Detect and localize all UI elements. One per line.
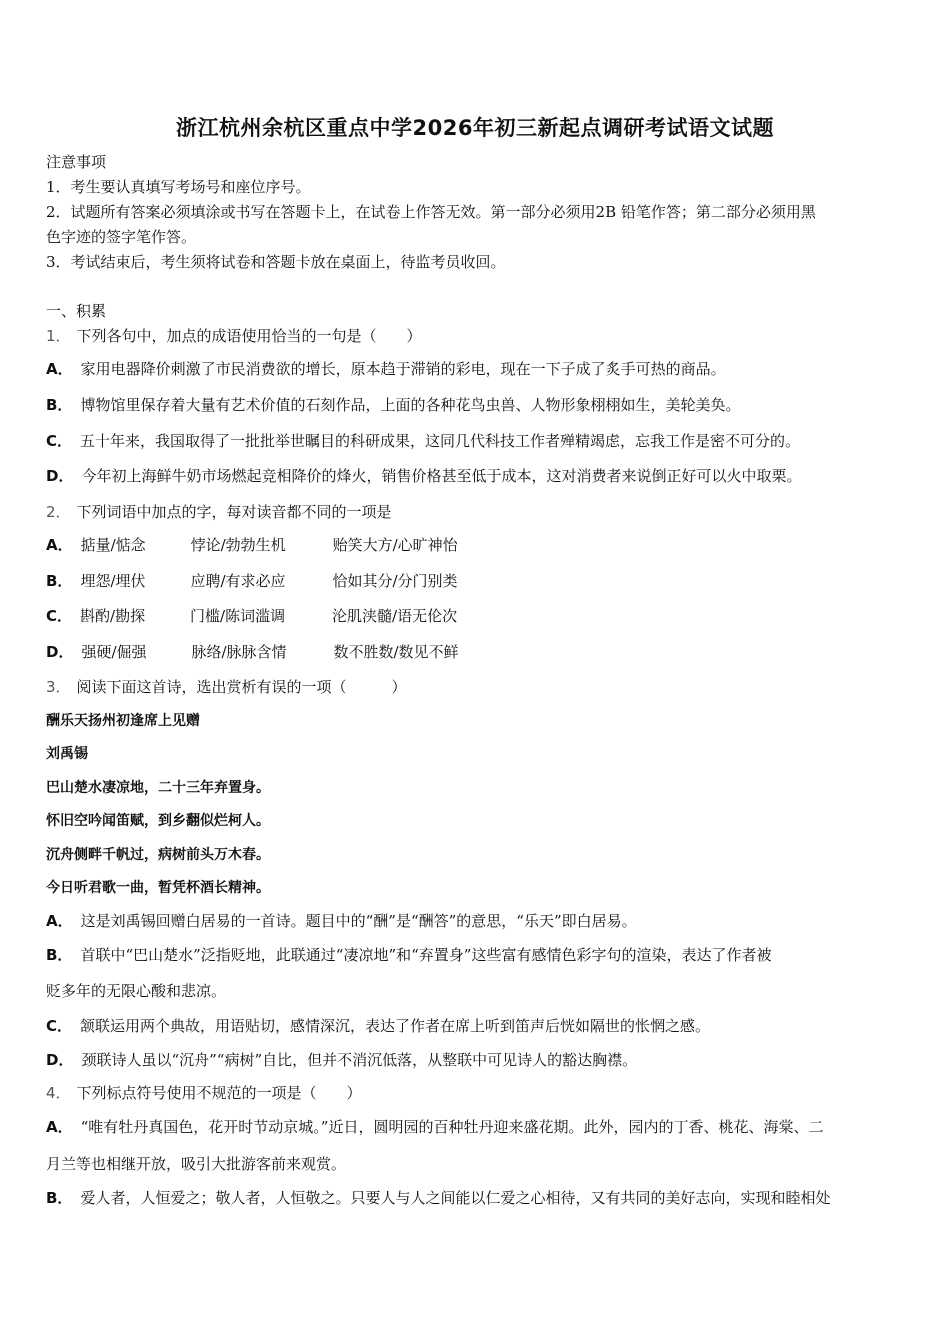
poem-title: 酬乐天扬州初逢席上见赠: [46, 713, 200, 729]
question-3-stem: [46, 677, 407, 697]
option-letter: A．: [46, 536, 73, 554]
option-letter: C．: [46, 607, 73, 625]
option-word: 斟酌/勘探: [80, 607, 146, 625]
option-word: 强硬/倔强: [81, 643, 147, 661]
option-letter: B．: [46, 572, 73, 590]
option-text: 今年初上海鲜牛奶市场燃起竞相降价的烽火，销售价格甚至低于成本，这对消费者来说倒正好可以火中取栗。: [81, 467, 802, 485]
question-1-stem: [46, 326, 422, 346]
option-letter: B．: [46, 396, 73, 414]
question-text: 阅读下面这首诗，选出赏析有误的一项（ ）: [76, 678, 407, 696]
q1-option-c: [46, 431, 800, 451]
q2-option-a: [46, 535, 458, 555]
question-4-stem: [46, 1083, 362, 1103]
poem-line: 怀旧空吟闻笛赋，到乡翻似烂柯人。: [46, 813, 270, 829]
section-heading: 一、积累: [46, 302, 107, 320]
question-number: 3．: [46, 678, 71, 696]
poem-line: 今日听君歌一曲，暂凭杯酒长精神。: [46, 880, 270, 896]
option-text: 爱人者，人恒爱之；敬人者，人恒敬之。只要人与人之间能以仁爱之心相待，又有共同的美好志向，实现和睦相处: [80, 1189, 831, 1207]
q3-option-b: [46, 945, 771, 965]
notice-item: 1．考生要认真填写考场号和座位序号。: [46, 178, 311, 196]
question-text: 下列各句中，加点的成语使用恰当的一句是（ ）: [76, 327, 422, 345]
option-word: 沦肌浃髓/语无伦次: [332, 607, 458, 625]
option-text: 这是刘禹锡回赠白居易的一首诗。题目中的“酬”是“酬答”的意思，“乐天”即白居易。: [80, 912, 637, 930]
option-letter: C．: [46, 1017, 73, 1035]
option-word: 数不胜数/数见不鲜: [333, 643, 459, 661]
question-number: 2．: [46, 503, 71, 521]
option-word: 埋怨/埋伏: [80, 572, 146, 590]
option-letter: A．: [46, 360, 73, 378]
option-text: 颈联诗人虽以“沉舟”“病树”自比，但并不消沉低落，从整联中可见诗人的豁达胸襟。: [81, 1051, 638, 1069]
option-letter: B．: [46, 1189, 73, 1207]
q2-option-b: [46, 571, 458, 591]
question-number: 4．: [46, 1084, 71, 1102]
q1-option-b: [46, 395, 740, 415]
option-word: 悖论/勃勃生机: [190, 536, 286, 554]
poem-line: 沉舟侧畔千帆过，病树前头万木春。: [46, 847, 270, 863]
q3-option-d: [46, 1050, 637, 1070]
option-letter: C．: [46, 432, 73, 450]
notice-item: 3．考试结束后，考生须将试卷和答题卡放在桌面上，待监考员收回。: [46, 253, 506, 271]
option-text: 首联中“巴山楚水”泛指贬地，此联通过“凄凉地”和“弃置身”这些富有感情色彩字句的渲染，表达了作者被: [80, 946, 772, 964]
option-word: 应聘/有求必应: [190, 572, 286, 590]
notice-heading: 注意事项: [46, 153, 107, 171]
option-word: 掂量/惦念: [80, 536, 146, 554]
question-text: 下列标点符号使用不规范的一项是（ ）: [76, 1084, 362, 1102]
question-text: 下列词语中加点的字，每对读音都不同的一项是: [76, 503, 392, 521]
exam-title: 浙江杭州余杭区重点中学2026年初三新起点调研考试语文试题: [176, 116, 774, 140]
poem-author: 刘禹锡: [46, 746, 88, 762]
option-text: 五十年来，我国取得了一批批举世瞩目的科研成果，这同几代科技工作者殚精竭虑，忘我工作是密不可分的。: [80, 432, 801, 450]
option-text: 博物馆里保存着大量有艺术价值的石刻作品，上面的各种花鸟虫兽、人物形象栩栩如生，美轮美奂。: [80, 396, 741, 414]
option-word: 门槛/陈词滥调: [190, 607, 286, 625]
q2-option-c: [46, 606, 457, 626]
option-word: 恰如其分/分门别类: [332, 572, 458, 590]
q3-option-a: [46, 911, 637, 931]
option-letter: B．: [46, 946, 73, 964]
option-word: 贻笑大方/心旷神怡: [332, 536, 458, 554]
question-number: 1．: [46, 327, 71, 345]
notice-item: 2．试题所有答案必须填涂或书写在答题卡上，在试卷上作答无效。第一部分必须用2B 铅笔作答；第二部分必须用黑: [46, 203, 816, 221]
option-text: “唯有牡丹真国色，花开时节动京城。”近日，圆明园的百种牡丹迎来盛花期。此外，园内的丁香、桃花、海棠、二: [80, 1118, 824, 1136]
notice-item: 色字迹的签字笔作答。: [46, 228, 197, 246]
option-letter: D．: [46, 467, 74, 485]
q4-option-a-continued: 月兰等也相继开放，吸引大批游客前来观赏。: [46, 1155, 347, 1173]
q1-option-a: [46, 359, 726, 379]
option-text: 家用电器降价刺激了市民消费欲的增长，原本趋于滞销的彩电，现在一下子成了炙手可热的商品。: [80, 360, 726, 378]
option-word: 脉络/脉脉含情: [191, 643, 287, 661]
question-2-stem: [46, 502, 392, 522]
q2-option-d: [46, 642, 459, 662]
q4-option-b: [46, 1188, 830, 1208]
option-text: 颔联运用两个典故，用语贴切，感情深沉，表达了作者在席上听到笛声后恍如隔世的怅惘之感。: [80, 1017, 711, 1035]
option-letter: D．: [46, 643, 74, 661]
q3-option-b-continued: 贬多年的无限心酸和悲凉。: [46, 982, 227, 1000]
poem-line: 巴山楚水凄凉地，二十三年弃置身。: [46, 780, 270, 796]
q3-option-c: [46, 1016, 710, 1036]
option-letter: D．: [46, 1051, 74, 1069]
option-letter: A．: [46, 912, 73, 930]
option-letter: A．: [46, 1118, 73, 1136]
q1-option-d: [46, 466, 801, 486]
q4-option-a: [46, 1117, 823, 1137]
